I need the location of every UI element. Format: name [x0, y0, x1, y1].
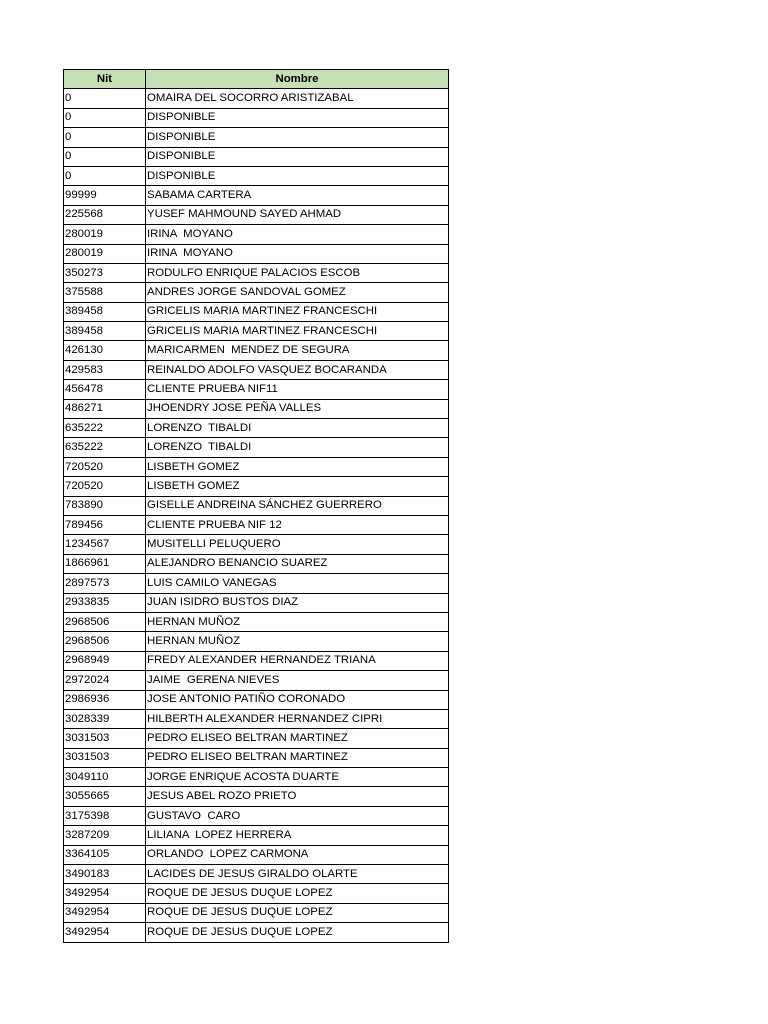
nit-cell[interactable]: 635222	[64, 419, 146, 438]
nombre-cell[interactable]: IRINA MOYANO	[146, 244, 449, 263]
table-row	[64, 593, 449, 612]
table-row	[64, 89, 449, 108]
nombre-cell[interactable]: JHOENDRY JOSE PEÑA VALLES	[146, 399, 449, 418]
table-row	[64, 186, 449, 205]
nombre-cell[interactable]: MARICARMEN MENDEZ DE SEGURA	[146, 341, 449, 360]
table-row	[64, 322, 449, 341]
nombre-cell[interactable]: ROQUE DE JESUS DUQUE LOPEZ	[146, 884, 449, 903]
nit-cell[interactable]: 2968506	[64, 612, 146, 631]
table-row	[64, 632, 449, 651]
nombre-cell[interactable]: FREDY ALEXANDER HERNANDEZ TRIANA	[146, 651, 449, 670]
nit-cell[interactable]: 2968949	[64, 651, 146, 670]
nit-cell[interactable]: 3175398	[64, 806, 146, 825]
nombre-cell[interactable]: CLIENTE PRUEBA NIF 12	[146, 515, 449, 534]
table-row	[64, 574, 449, 593]
nombre-cell[interactable]: REINALDO ADOLFO VASQUEZ BOCARANDA	[146, 360, 449, 379]
table-row	[64, 457, 449, 476]
nit-cell[interactable]: 389458	[64, 322, 146, 341]
nombre-cell[interactable]: DISPONIBLE	[146, 128, 449, 147]
nit-cell[interactable]: 3492954	[64, 903, 146, 922]
nit-cell[interactable]: 99999	[64, 186, 146, 205]
nit-cell[interactable]: 0	[64, 108, 146, 127]
nit-cell[interactable]: 0	[64, 128, 146, 147]
nombre-cell[interactable]: JESUS ABEL ROZO PRIETO	[146, 787, 449, 806]
nombre-cell[interactable]: GRICELIS MARIA MARTINEZ FRANCESCHI	[146, 302, 449, 321]
nit-cell[interactable]: 3031503	[64, 748, 146, 767]
table-row	[64, 748, 449, 767]
nombre-cell[interactable]: CLIENTE PRUEBA NIF11	[146, 380, 449, 399]
nombre-cell[interactable]: DISPONIBLE	[146, 166, 449, 185]
table-row	[64, 903, 449, 922]
nombre-cell[interactable]: ROQUE DE JESUS DUQUE LOPEZ	[146, 923, 449, 942]
nit-cell[interactable]: 389458	[64, 302, 146, 321]
nombre-cell[interactable]: LACIDES DE JESUS GIRALDO OLARTE	[146, 865, 449, 884]
table-row	[64, 671, 449, 690]
nombre-cell[interactable]: GRICELIS MARIA MARTINEZ FRANCESCHI	[146, 322, 449, 341]
table-row	[64, 535, 449, 554]
nombre-cell[interactable]: OMAIRA DEL SOCORRO ARISTIZABAL	[146, 89, 449, 108]
nit-cell[interactable]: 225568	[64, 205, 146, 224]
nombre-cell[interactable]: LISBETH GOMEZ	[146, 457, 449, 476]
nit-cell[interactable]: 2933835	[64, 593, 146, 612]
table-row	[64, 225, 449, 244]
table-row	[64, 865, 449, 884]
nombre-cell[interactable]: LILIANA LOPEZ HERRERA	[146, 826, 449, 845]
nombre-cell[interactable]: LISBETH GOMEZ	[146, 477, 449, 496]
nit-cell[interactable]: 3028339	[64, 709, 146, 728]
table-row	[64, 244, 449, 263]
table-row	[64, 690, 449, 709]
nombre-cell[interactable]: PEDRO ELISEO BELTRAN MARTINEZ	[146, 748, 449, 767]
nit-cell[interactable]: 3364105	[64, 845, 146, 864]
nombre-cell[interactable]: YUSEF MAHMOUND SAYED AHMAD	[146, 205, 449, 224]
nit-cell[interactable]: 1234567	[64, 535, 146, 554]
table-row	[64, 477, 449, 496]
table-row	[64, 302, 449, 321]
nit-cell[interactable]: 789456	[64, 515, 146, 534]
column-header-nit[interactable]: Nit	[64, 70, 146, 89]
nit-cell[interactable]: 783890	[64, 496, 146, 515]
nit-cell[interactable]: 3287209	[64, 826, 146, 845]
nit-cell[interactable]: 3492954	[64, 884, 146, 903]
nombre-cell[interactable]: JAIME GERENA NIEVES	[146, 671, 449, 690]
nit-cell[interactable]: 350273	[64, 263, 146, 282]
nombre-cell[interactable]: JORGE ENRIQUE ACOSTA DUARTE	[146, 768, 449, 787]
table-row	[64, 612, 449, 631]
nombre-cell[interactable]: DISPONIBLE	[146, 108, 449, 127]
nit-cell[interactable]: 2968506	[64, 632, 146, 651]
table-row	[64, 205, 449, 224]
nombre-cell[interactable]: IRINA MOYANO	[146, 225, 449, 244]
table-row	[64, 263, 449, 282]
spreadsheet-page	[63, 69, 449, 943]
nombre-cell[interactable]: GISELLE ANDREINA SÁNCHEZ GUERRERO	[146, 496, 449, 515]
table-row	[64, 826, 449, 845]
nombre-cell[interactable]: PEDRO ELISEO BELTRAN MARTINEZ	[146, 729, 449, 748]
nombre-cell[interactable]: ORLANDO LOPEZ CARMONA	[146, 845, 449, 864]
table-row	[64, 128, 449, 147]
nit-cell[interactable]: 635222	[64, 438, 146, 457]
table-row	[64, 554, 449, 573]
column-header-nombre[interactable]: Nombre	[146, 70, 449, 89]
nombre-cell[interactable]: JOSE ANTONIO PATIÑO CORONADO	[146, 690, 449, 709]
table-row	[64, 496, 449, 515]
nit-cell[interactable]: 3031503	[64, 729, 146, 748]
table-row	[64, 787, 449, 806]
table-row	[64, 166, 449, 185]
table-body	[64, 89, 449, 942]
table-row	[64, 399, 449, 418]
nombre-cell[interactable]: LORENZO TIBALDI	[146, 419, 449, 438]
nombre-cell[interactable]: HERNAN MUÑOZ	[146, 632, 449, 651]
table-row	[64, 845, 449, 864]
table-row	[64, 380, 449, 399]
nit-cell[interactable]: 280019	[64, 225, 146, 244]
table-row	[64, 108, 449, 127]
nombre-cell[interactable]: ANDRES JORGE SANDOVAL GOMEZ	[146, 283, 449, 302]
nombre-cell[interactable]: SABAMA CARTERA	[146, 186, 449, 205]
table-row	[64, 419, 449, 438]
nit-cell[interactable]: 2897573	[64, 574, 146, 593]
table-row	[64, 651, 449, 670]
nit-cell[interactable]: 720520	[64, 457, 146, 476]
nombre-cell[interactable]: JUAN ISIDRO BUSTOS DIAZ	[146, 593, 449, 612]
nit-cell[interactable]: 426130	[64, 341, 146, 360]
nombre-cell[interactable]: HILBERTH ALEXANDER HERNANDEZ CIPRI	[146, 709, 449, 728]
header-row	[64, 70, 449, 89]
table-row	[64, 768, 449, 787]
nit-cell[interactable]: 2986936	[64, 690, 146, 709]
nit-cell[interactable]: 456478	[64, 380, 146, 399]
nit-cell[interactable]: 280019	[64, 244, 146, 263]
nit-nombre-table	[63, 69, 449, 943]
table-row	[64, 923, 449, 942]
nit-cell[interactable]: 0	[64, 89, 146, 108]
nombre-cell[interactable]: DISPONIBLE	[146, 147, 449, 166]
table-row	[64, 515, 449, 534]
table-row	[64, 438, 449, 457]
nombre-cell[interactable]: ALEJANDRO BENANCIO SUAREZ	[146, 554, 449, 573]
nit-cell[interactable]: 3055665	[64, 787, 146, 806]
nombre-cell[interactable]: HERNAN MUÑOZ	[146, 612, 449, 631]
table-row	[64, 806, 449, 825]
nit-cell[interactable]: 0	[64, 166, 146, 185]
nombre-cell[interactable]: MUSITELLI PELUQUERO	[146, 535, 449, 554]
table-row	[64, 341, 449, 360]
table-row	[64, 283, 449, 302]
nit-cell[interactable]: 429583	[64, 360, 146, 379]
table-row	[64, 729, 449, 748]
table-row	[64, 147, 449, 166]
nombre-cell[interactable]: LORENZO TIBALDI	[146, 438, 449, 457]
nombre-cell[interactable]: GUSTAVO CARO	[146, 806, 449, 825]
table-row	[64, 709, 449, 728]
nit-cell[interactable]: 0	[64, 147, 146, 166]
nit-cell[interactable]: 3490183	[64, 865, 146, 884]
nombre-cell[interactable]: ROQUE DE JESUS DUQUE LOPEZ	[146, 903, 449, 922]
nit-cell[interactable]: 2972024	[64, 671, 146, 690]
nit-cell[interactable]: 486271	[64, 399, 146, 418]
nit-cell[interactable]: 720520	[64, 477, 146, 496]
nit-cell[interactable]: 3492954	[64, 923, 146, 942]
nit-cell[interactable]: 375588	[64, 283, 146, 302]
nit-cell[interactable]: 1866961	[64, 554, 146, 573]
table-row	[64, 884, 449, 903]
nit-cell[interactable]: 3049110	[64, 768, 146, 787]
table-row	[64, 360, 449, 379]
nombre-cell[interactable]: LUIS CAMILO VANEGAS	[146, 574, 449, 593]
nombre-cell[interactable]: RODULFO ENRIQUE PALACIOS ESCOB	[146, 263, 449, 282]
